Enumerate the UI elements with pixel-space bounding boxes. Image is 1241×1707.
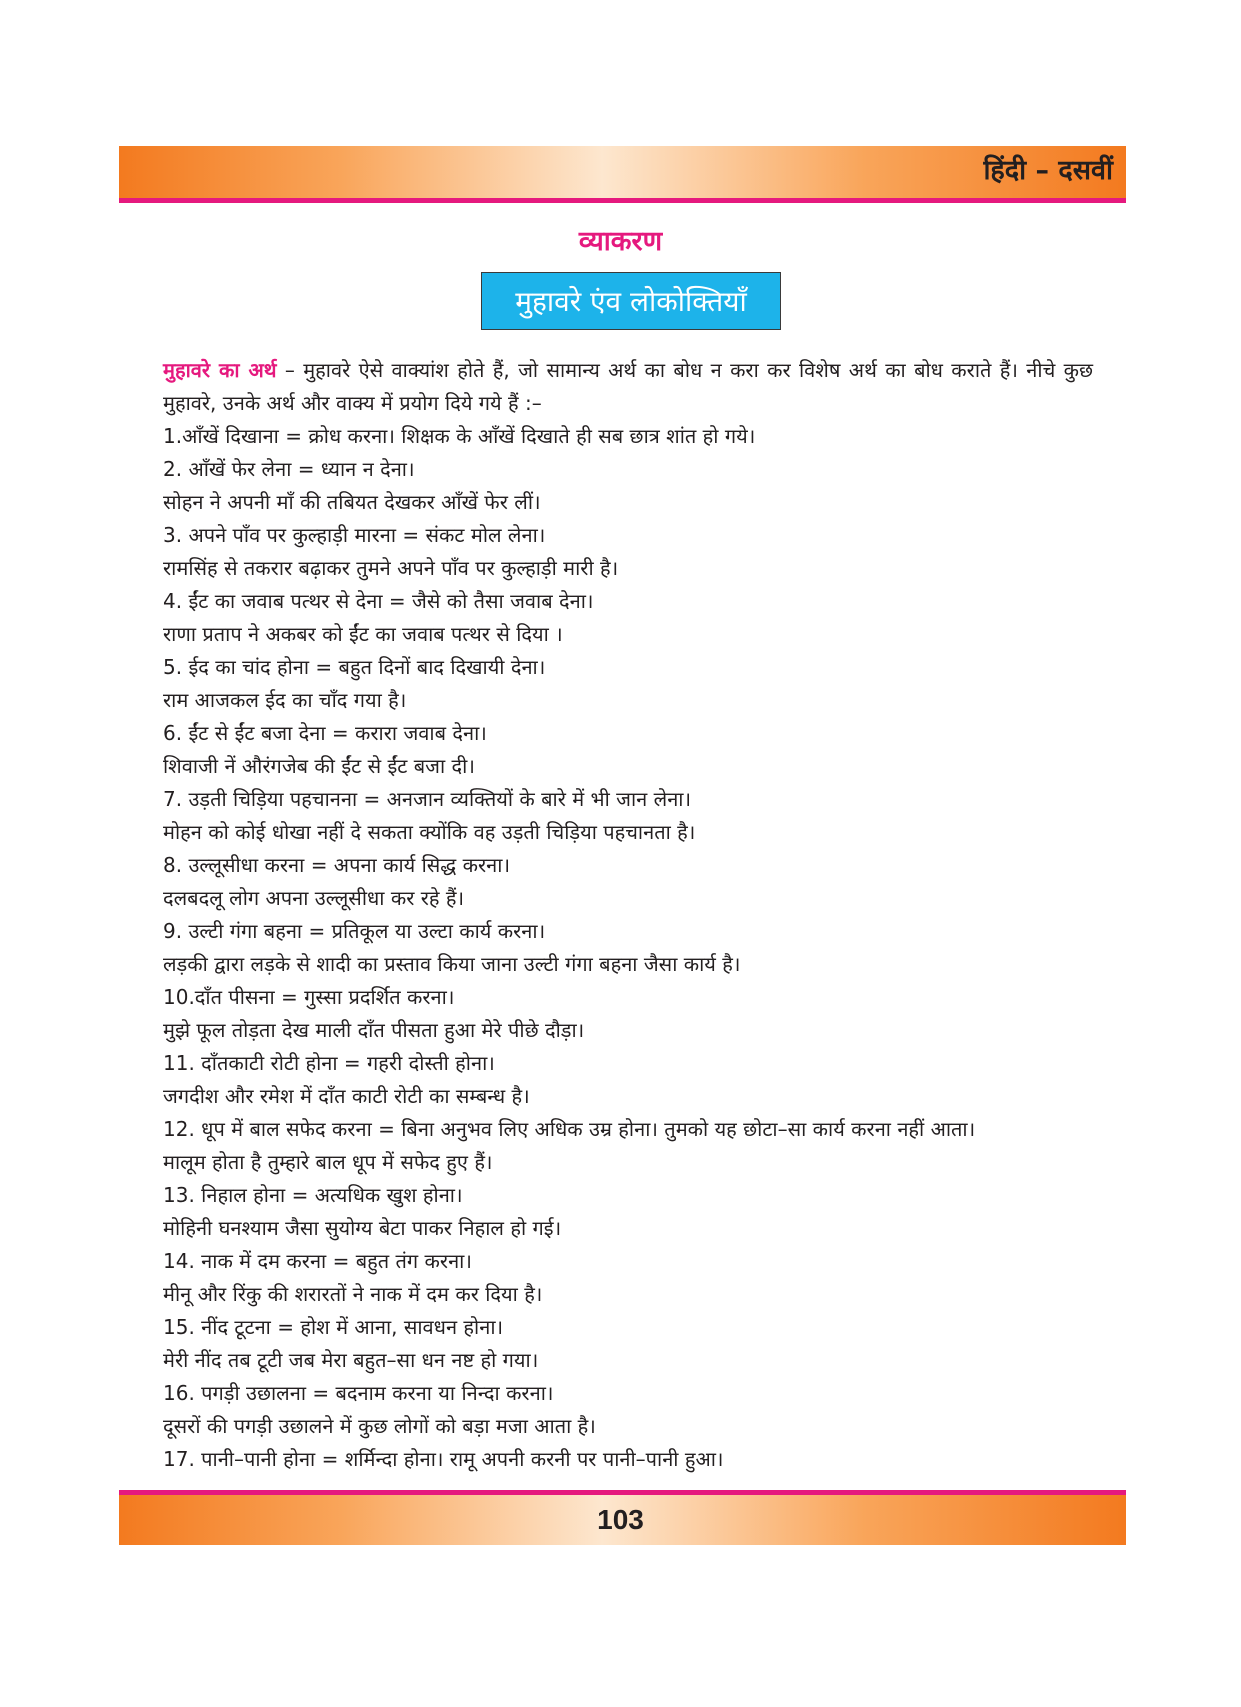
idiom-line: 6. ईंट से ईंट बजा देना = करारा जवाब देना।	[163, 721, 487, 745]
header-band	[119, 146, 1126, 198]
page-content	[163, 354, 1093, 1476]
idiom-line: दूसरों की पगड़ी उछालने में कुछ लोगों को बड़ा मजा आता है।	[163, 1414, 596, 1438]
topic-title: मुहावरे एंव लोकोक्तियाँ	[515, 285, 747, 318]
idiom-line: 13. निहाल होना = अत्यधिक खुश होना।	[163, 1183, 463, 1207]
intro-text: – मुहावरे ऐसे वाक्यांश होते हैं, जो सामान्य अर्थ का बोध न करा कर विशेष अर्थ का बोध कराते हैं। नीचे कुछ मुहावरे, उनके अर्थ और वाक्य में प्रयोग दिये गये हैं :–	[163, 358, 1093, 415]
idiom-line: मोहिनी घनश्याम जैसा सुयोग्य बेटा पाकर निहाल हो गई।	[163, 1216, 562, 1240]
section-heading: व्याकरण	[578, 226, 663, 257]
idiom-line: मेरी नींद तब टूटी जब मेरा बहुत–सा धन नष्ट हो गया।	[163, 1348, 539, 1372]
intro-paragraph	[163, 354, 1093, 420]
idiom-line: 14. नाक में दम करना = बहुत तंग करना।	[163, 1249, 472, 1273]
idiom-line: रामसिंह से तकरार बढ़ाकर तुमने अपने पाँव पर कुल्हाड़ी मारी है।	[163, 556, 619, 580]
idiom-line: 10.दाँत पीसना = गुस्सा प्रदर्शित करना।	[163, 985, 455, 1009]
page-number: 103	[597, 1504, 644, 1535]
idiom-line: सोहन ने अपनी माँ की तबियत देखकर आँखें फेर लीं।	[163, 490, 541, 514]
idiom-line: जगदीश और रमेश में दाँत काटी रोटी का सम्बन्ध है।	[163, 1084, 530, 1108]
idiom-line: 8. उल्लूसीधा करना = अपना कार्य सिद्ध करना।	[163, 853, 511, 877]
idiom-line: 3. अपने पाँव पर कुल्हाड़ी मारना = संकट मोल लेना।	[163, 523, 546, 547]
idiom-list	[163, 420, 1093, 1476]
idiom-line: 1.आँखें दिखाना = क्रोध करना। शिक्षक के आँखें दिखाते ही सब छात्र शांत हो गये।	[163, 424, 756, 448]
idiom-line: 15. नींद टूटना = होश में आना, सावधन होना।	[163, 1315, 504, 1339]
idiom-line: 5. ईद का चांद होना = बहुत दिनों बाद दिखायी देना।	[163, 655, 546, 679]
topic-title-box	[481, 272, 781, 330]
idiom-line: 7. उड़ती चिड़िया पहचानना = अनजान व्यक्तियों के बारे में भी जान लेना।	[163, 787, 692, 811]
idiom-line: 12. धूप में बाल सफेद करना = बिना अनुभव लिए अधिक उम्र होना। तुमको यह छोटा–सा कार्य करना नहीं आता।	[163, 1117, 976, 1141]
idiom-line: राम आजकल ईद का चाँद गया है।	[163, 688, 407, 712]
idiom-line: 17. पानी–पानी होना = शर्मिन्दा होना। रामू अपनी करनी पर पानी–पानी हुआ।	[163, 1447, 724, 1471]
header-divider	[119, 198, 1126, 203]
idiom-line: शिवाजी नें औरंगजेब की ईंट से ईंट बजा दी।	[163, 754, 475, 778]
idiom-line: मीनू और रिंकु की शरारतों ने नाक में दम कर दिया है।	[163, 1282, 543, 1306]
header-title: हिंदी – दसवीं	[983, 155, 1113, 186]
idiom-line: मोहन को कोई धोखा नहीं दे सकता क्योंकि वह उड़ती चिड़िया पहचानता है।	[163, 820, 696, 844]
idiom-line: 4. ईंट का जवाब पत्थर से देना = जैसे को तैसा जवाब देना।	[163, 589, 594, 613]
idiom-line: लड़की द्वारा लड़के से शादी का प्रस्ताव किया जाना उल्टी गंगा बहना जैसा कार्य है।	[163, 952, 741, 976]
idiom-line: मालूम होता है तुम्हारे बाल धूप में सफेद हुए हैं।	[163, 1150, 493, 1174]
idiom-line: राणा प्रताप ने अकबर को ईंट का जवाब पत्थर से दिया ।	[163, 622, 563, 646]
idiom-line: 11. दाँतकाटी रोटी होना = गहरी दोस्ती होना।	[163, 1051, 495, 1075]
idiom-line: दलबदलू लोग अपना उल्लूसीधा कर रहे हैं।	[163, 886, 465, 910]
idiom-line: 2. आँखें फेर लेना = ध्यान न देना।	[163, 457, 415, 481]
idiom-line: 9. उल्टी गंगा बहना = प्रतिकूल या उल्टा कार्य करना।	[163, 919, 546, 943]
idiom-line: मुझे फूल तोड़ता देख माली दाँत पीसता हुआ मेरे पीछे दौड़ा।	[163, 1018, 585, 1042]
idiom-line: 16. पगड़ी उछालना = बदनाम करना या निन्दा करना।	[163, 1381, 554, 1405]
intro-lead: मुहावरे का अर्थ	[163, 358, 277, 382]
